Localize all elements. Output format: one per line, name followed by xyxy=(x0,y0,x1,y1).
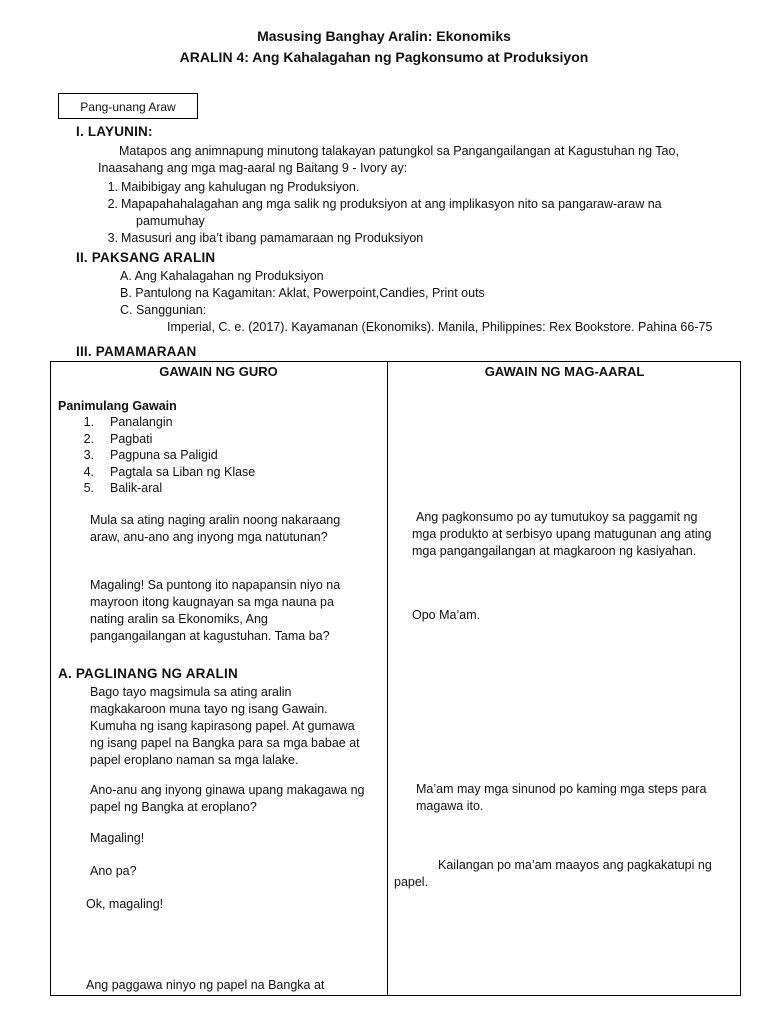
layunin-intro-2: Inaasahang ang mga mag-aaral ng Baitang 9 - Ivory ay: xyxy=(98,161,408,175)
guro-question-ginawa: Ano-anu ang inyong ginawa upang makagawa ng papel ng Bangka at eroplano? xyxy=(90,783,365,814)
guro-statement-kaugnayan: Magaling! Sa puntong ito napapansin niyo na mayroon itong kaugnayan sa mga nauna pa nating aralin sa Ekonomiks, Ang pangangailangan at kagustuhan. Tama ba? xyxy=(90,578,341,643)
section-layunin-heading: I. LAYUNIN: xyxy=(76,124,153,139)
paksa-item-a: A. Ang Kahalagahan ng Produksiyon xyxy=(120,269,324,283)
step-item: 1. Panalangin xyxy=(83,415,173,429)
guro-last-line: Ang paggawa ninyo ng papel na Bangka at xyxy=(86,978,325,992)
paksa-item-b: B. Pantulong na Kagamitan: Aklat, Powerpoint,Candies, Print outs xyxy=(120,286,485,300)
step-item: 5. Balik-aral xyxy=(83,481,163,495)
paksa-reference: Imperial, C. e. (2017). Kayamanan (Ekonomiks). Manila, Philippines: Rex Bookstore. Pahina 66-75 xyxy=(167,320,713,334)
panimulang-steps-list xyxy=(78,414,378,497)
guro-instruction-gawain: Bago tayo magsimula sa ating aralin magkakaroon muna tayo ng isang Gawain. Kumuha ng isang kapirasong papel. At gumawa ng isang papel na Bangka para sa mga babae at papel eroplano naman sa mga lalake. xyxy=(90,685,360,767)
guro-question-balik-aral: Mula sa ating naging aralin noong nakaraang araw, anu-ano ang inyong mga natutunan? xyxy=(90,513,341,544)
guro-magaling: Magaling! xyxy=(90,831,145,845)
lesson-title: ARALIN 4: Ang Kahalagahan ng Pagkonsumo at Produksiyon xyxy=(179,49,589,65)
section-paksa-heading: II. PAKSANG ARALIN xyxy=(76,250,216,265)
paglinang-heading: A. PAGLINANG NG ARALIN xyxy=(58,666,238,681)
layunin-item: 2. Mapapahahalagahan ang mga salik ng produksiyon at ang implikasyon nito sa pangaraw-araw na xyxy=(107,197,662,211)
mag-aaral-answer-pagkonsumo: Ang pagkonsumo po ay tumutukoy sa paggamit ng mga produkto at serbisyo upang matugunan ang ating mga pangangailangan at magkaroon ng kasiyahan. xyxy=(412,510,712,558)
guro-ok-magaling: Ok, magaling! xyxy=(86,897,164,911)
layunin-intro-1: Matapos ang animnapung minutong talakayan patungkol sa Pangangailangan at Kagustuhan ng Tao, xyxy=(119,144,679,158)
mag-aaral-answer-steps: Ma’am may mga sinunod po kaming mga steps para magawa ito. xyxy=(416,782,707,813)
document-title: Masusing Banghay Aralin: Ekonomiks xyxy=(257,28,511,44)
table-column-divider xyxy=(387,361,388,996)
step-item: 2. Pagbati xyxy=(83,431,153,446)
mag-aaral-answer-pagkakatupi: Kailangan po ma’am maayos ang pagkakatupi ng papel. xyxy=(394,858,712,889)
layunin-item-continuation: pamumuhay xyxy=(136,214,205,228)
column-header-mag-aaral: GAWAIN NG MAG-AARAL xyxy=(484,364,645,379)
layunin-item: 3. Masusuri ang iba’t ibang pamamaraan ng Produksiyon xyxy=(107,231,424,245)
layunin-item: 1. Maibibigay ang kahulugan ng Produksiyon. xyxy=(107,180,360,194)
section-pamamaraan-heading: III. PAMAMARAAN xyxy=(76,344,197,359)
guro-ano-pa: Ano pa? xyxy=(90,864,137,878)
panimulang-gawain-label: Panimulang Gawain xyxy=(58,399,177,413)
layunin-list xyxy=(102,179,722,247)
column-header-guro: GAWAIN NG GURO xyxy=(159,364,278,379)
day-label-box: Pang-unang Araw xyxy=(58,93,198,119)
paksa-item-c: C. Sanggunian: xyxy=(120,303,207,317)
step-item: 3. Pagpuna sa Paligid xyxy=(83,448,218,462)
step-item: 4. Pagtala sa Liban ng Klase xyxy=(83,464,256,479)
mag-aaral-answer-opo: Opo Ma’am. xyxy=(412,608,481,622)
